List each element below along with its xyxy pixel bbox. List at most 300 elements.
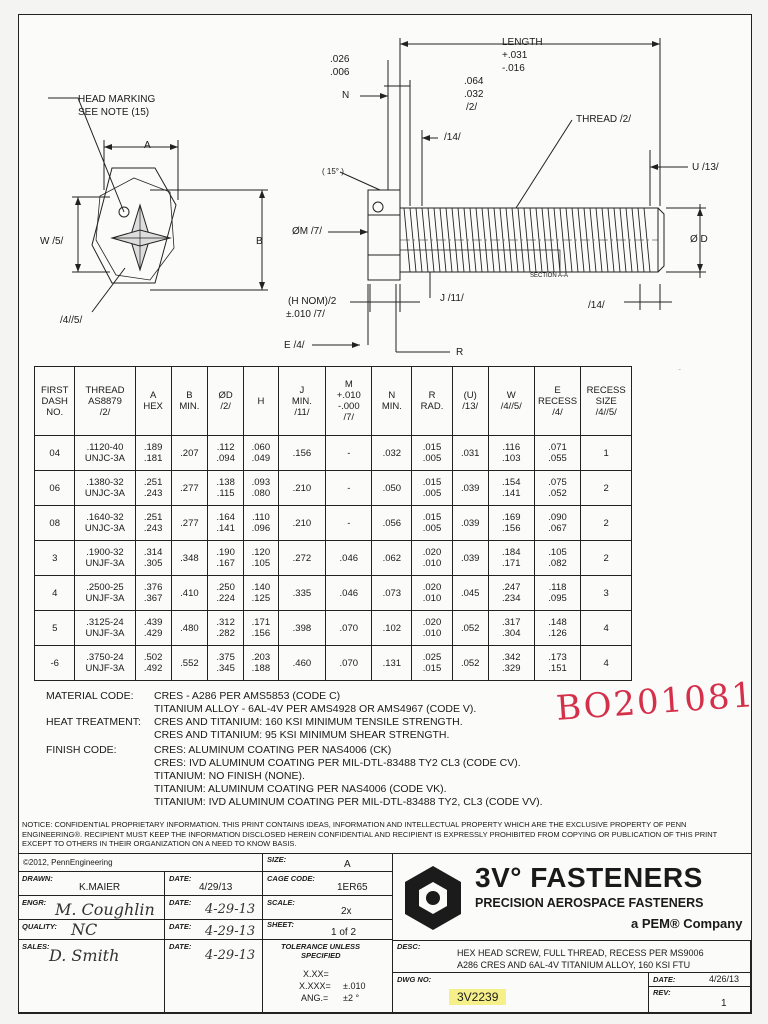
cell-line: .167 bbox=[216, 558, 235, 569]
table-cell bbox=[171, 611, 207, 646]
drawn-date-caption: DATE: bbox=[169, 874, 192, 883]
table-cell bbox=[534, 471, 581, 506]
cell-line: .552 bbox=[180, 657, 199, 669]
tolerance-caption-2: SPECIFIED bbox=[301, 951, 341, 960]
cell-line: .116 bbox=[502, 442, 521, 453]
table-cell bbox=[534, 576, 581, 611]
sales-date-caption: DATE: bbox=[169, 942, 192, 951]
table-cell bbox=[372, 576, 412, 611]
cell-line: .005 bbox=[422, 523, 442, 534]
table-cell bbox=[135, 506, 171, 541]
header-line: /7/ bbox=[343, 412, 355, 423]
cell-line: .247 bbox=[502, 582, 521, 593]
table-body bbox=[35, 436, 632, 681]
cell-line: UNJC-3A bbox=[84, 488, 126, 499]
cell-line: .3750-24 bbox=[86, 652, 124, 663]
table-header-row bbox=[35, 367, 632, 436]
cell-line: .039 bbox=[460, 552, 480, 564]
cell-line: .251 bbox=[143, 477, 163, 488]
cell-line: .140 bbox=[251, 582, 271, 593]
table-cell bbox=[488, 436, 534, 471]
cell-line: .090 bbox=[548, 512, 567, 523]
table-cell bbox=[534, 541, 581, 576]
cell-line: .010 bbox=[422, 628, 442, 639]
j-label: J /11/ bbox=[440, 293, 464, 304]
cell-line: UNJF-3A bbox=[85, 663, 125, 674]
cell-line: .102 bbox=[382, 622, 402, 634]
header-line: +.010 bbox=[336, 390, 361, 401]
scale-value: 2x bbox=[341, 906, 352, 917]
cell-line: .502 bbox=[143, 652, 163, 663]
header-line: /2/ bbox=[220, 401, 231, 412]
e-label: E /4/ bbox=[284, 340, 305, 351]
column-header bbox=[135, 367, 171, 436]
table-cell bbox=[488, 576, 534, 611]
cell-line: 4 bbox=[603, 622, 609, 634]
sales-signature: D. Smith bbox=[49, 946, 120, 965]
3v-logo-icon bbox=[397, 862, 469, 934]
cell-line: .2500-25 bbox=[86, 582, 124, 593]
table-cell bbox=[278, 506, 326, 541]
cell-line: .184 bbox=[502, 547, 521, 558]
cell-line: 3 bbox=[52, 552, 58, 564]
cell-line: .141 bbox=[216, 523, 235, 534]
header-line: J bbox=[299, 384, 305, 396]
handwritten-stamp: BO201081 bbox=[554, 675, 757, 729]
header-line: MIN. bbox=[381, 401, 402, 412]
table-cell bbox=[244, 576, 278, 611]
column-header bbox=[208, 367, 244, 436]
cell-line: .020 bbox=[422, 617, 442, 628]
b-dim-label: B bbox=[256, 236, 263, 247]
table-row bbox=[35, 471, 632, 506]
cell-line: .312 bbox=[216, 617, 235, 628]
table-cell bbox=[244, 646, 278, 681]
engr-date-caption: DATE: bbox=[169, 898, 192, 907]
header-line: MIN. bbox=[179, 401, 200, 412]
table-cell bbox=[581, 541, 632, 576]
cell-line: .171 bbox=[502, 558, 521, 569]
cell-line: UNJF-3A bbox=[85, 558, 125, 569]
note-2: /2/ bbox=[466, 102, 478, 113]
cell-line: .317 bbox=[502, 617, 521, 628]
cell-line: .156 bbox=[251, 628, 271, 639]
cell-line: .156 bbox=[292, 447, 312, 459]
header-line: /13/ bbox=[462, 401, 479, 412]
column-header bbox=[326, 367, 372, 436]
cell-line: .480 bbox=[180, 622, 199, 634]
column-header bbox=[488, 367, 534, 436]
note-14-top: /14/ bbox=[444, 132, 461, 143]
cell-line: .141 bbox=[502, 488, 521, 499]
table-row bbox=[35, 541, 632, 576]
table-row bbox=[35, 506, 632, 541]
cell-line: .348 bbox=[180, 552, 199, 564]
cell-line: .015 bbox=[422, 512, 442, 523]
table-cell bbox=[244, 611, 278, 646]
table-cell bbox=[35, 611, 75, 646]
cell-line: .052 bbox=[460, 622, 480, 634]
cell-line: .154 bbox=[502, 477, 521, 488]
cell-line: .277 bbox=[180, 482, 199, 494]
table-cell bbox=[412, 611, 452, 646]
table-cell bbox=[171, 576, 207, 611]
material-line-2: TITANIUM ALLOY - 6AL-4V PER AMS4928 OR AMS4967 (CODE V). bbox=[154, 703, 477, 715]
heat-line-2: CRES AND TITANIUM: 95 KSI MINIMUM SHEAR STRENGTH. bbox=[154, 729, 450, 741]
dim-032: .032 bbox=[464, 89, 484, 100]
cell-line: .010 bbox=[422, 558, 442, 569]
engr-signature: M. Coughlin bbox=[55, 900, 155, 919]
column-header bbox=[278, 367, 326, 436]
cell-line: 08 bbox=[49, 517, 60, 529]
table-cell bbox=[452, 506, 488, 541]
cell-line: .169 bbox=[502, 512, 521, 523]
cell-line: .243 bbox=[143, 488, 163, 499]
table-cell bbox=[171, 541, 207, 576]
cell-line: .151 bbox=[548, 663, 567, 674]
m-label: ØM /7/ bbox=[292, 226, 323, 237]
cell-line: .110 bbox=[251, 512, 270, 523]
scale-caption: SCALE: bbox=[267, 898, 295, 907]
quality-caption: QUALITY: bbox=[22, 922, 57, 931]
note-14-right: /14/ bbox=[588, 300, 605, 311]
cell-line: .188 bbox=[251, 663, 271, 674]
column-header bbox=[372, 367, 412, 436]
cell-line: .103 bbox=[502, 453, 521, 464]
finish-code-label: FINISH CODE: bbox=[46, 744, 117, 756]
table-cell bbox=[581, 471, 632, 506]
cell-line: .094 bbox=[216, 453, 235, 464]
table-cell bbox=[171, 506, 207, 541]
cell-line: .250 bbox=[216, 582, 235, 593]
screw-head-side bbox=[368, 190, 400, 280]
cell-line: .376 bbox=[143, 582, 163, 593]
cell-line: .429 bbox=[143, 628, 163, 639]
table-cell bbox=[35, 506, 75, 541]
material-code-label: MATERIAL CODE: bbox=[46, 690, 134, 702]
cell-line: 4 bbox=[603, 657, 609, 669]
cell-line: 2 bbox=[603, 552, 609, 564]
cell-line: .118 bbox=[548, 582, 567, 593]
desc-line-2: A286 CRES AND 6AL-4V TITANIUM ALLOY, 160 KSI FTU bbox=[457, 960, 691, 970]
table-row bbox=[35, 576, 632, 611]
table-cell bbox=[488, 611, 534, 646]
header-line: /2/ bbox=[99, 406, 111, 418]
table-cell bbox=[372, 506, 412, 541]
cell-line: .031 bbox=[460, 447, 480, 459]
cell-line: 04 bbox=[49, 447, 60, 459]
table-cell bbox=[208, 611, 244, 646]
table-cell bbox=[244, 541, 278, 576]
heat-treatment-label: HEAT TREATMENT: bbox=[46, 716, 141, 728]
cell-line: .082 bbox=[548, 558, 567, 569]
cell-line: .039 bbox=[460, 517, 480, 529]
cell-line: .342 bbox=[502, 652, 521, 663]
table-cell bbox=[75, 646, 135, 681]
table-cell bbox=[135, 471, 171, 506]
cell-line: .055 bbox=[548, 453, 567, 464]
table-cell bbox=[488, 506, 534, 541]
cell-line: .277 bbox=[180, 517, 199, 529]
cell-line: UNJC-3A bbox=[84, 523, 126, 534]
table-cell bbox=[135, 576, 171, 611]
dim-064: .064 bbox=[464, 76, 484, 87]
cell-line: .439 bbox=[143, 617, 163, 628]
table-cell bbox=[412, 436, 452, 471]
cell-line: .049 bbox=[251, 453, 271, 464]
table-cell bbox=[75, 506, 135, 541]
cell-line: .096 bbox=[251, 523, 271, 534]
table-cell bbox=[35, 541, 75, 576]
h-nom-label: (H NOM)/2 bbox=[288, 296, 337, 307]
cell-line: .410 bbox=[180, 587, 199, 599]
table-row bbox=[35, 646, 632, 681]
material-line-1: CRES - A286 PER AMS5853 (CODE C) bbox=[154, 690, 341, 702]
table-cell bbox=[278, 576, 326, 611]
table-cell bbox=[581, 611, 632, 646]
header-line: -.000 bbox=[337, 401, 360, 412]
cage-caption: CAGE CODE: bbox=[267, 874, 315, 883]
table-cell bbox=[35, 436, 75, 471]
brand-subtitle: PRECISION AEROSPACE FASTENERS bbox=[475, 896, 704, 910]
table-cell bbox=[171, 436, 207, 471]
table-cell bbox=[278, 471, 326, 506]
see-note-label: SEE NOTE (15) bbox=[78, 107, 150, 118]
table-cell bbox=[412, 576, 452, 611]
table-cell bbox=[412, 541, 452, 576]
table-cell bbox=[326, 471, 372, 506]
cell-line: .1900-32 bbox=[86, 547, 124, 558]
table-cell bbox=[135, 611, 171, 646]
table-cell bbox=[326, 611, 372, 646]
column-header bbox=[171, 367, 207, 436]
cell-line: .093 bbox=[251, 477, 271, 488]
dim-026: .026 bbox=[330, 54, 350, 65]
r-label: R bbox=[456, 347, 464, 358]
cell-line: .314 bbox=[143, 547, 163, 558]
cell-line: .010 bbox=[422, 593, 442, 604]
cell-line: .367 bbox=[143, 593, 163, 604]
cell-line: .203 bbox=[251, 652, 271, 663]
cell-line: - bbox=[347, 517, 351, 529]
table-cell bbox=[488, 471, 534, 506]
size-caption: SIZE: bbox=[267, 855, 287, 864]
header-line: B bbox=[186, 390, 193, 401]
header-line: E bbox=[554, 384, 561, 396]
column-header bbox=[581, 367, 632, 436]
table-cell bbox=[581, 506, 632, 541]
table-cell bbox=[278, 611, 326, 646]
cell-line: .050 bbox=[382, 482, 402, 494]
cell-line: UNJF-3A bbox=[85, 628, 125, 639]
table-cell bbox=[35, 576, 75, 611]
cell-line: .071 bbox=[548, 442, 567, 453]
finish-line-5: TITANIUM: IVD ALUMINUM COATING PER MIL-DTL-83488 TY2, CL3 (CODE VV). bbox=[154, 796, 543, 808]
header-line: RAD. bbox=[420, 401, 444, 412]
title-block bbox=[18, 853, 752, 1014]
table-cell bbox=[278, 541, 326, 576]
header-line: H bbox=[257, 395, 265, 407]
header-line: MIN. bbox=[291, 395, 312, 407]
engr-caption: ENGR: bbox=[22, 898, 47, 907]
table-cell bbox=[244, 471, 278, 506]
cell-line: .181 bbox=[143, 453, 163, 464]
cell-line: .056 bbox=[382, 517, 402, 529]
heat-line-1: CRES AND TITANIUM: 160 KSI MINIMUM TENSILE STRENGTH. bbox=[154, 716, 463, 728]
cell-line: .282 bbox=[216, 628, 235, 639]
cell-line: .062 bbox=[382, 552, 402, 564]
table-row bbox=[35, 611, 632, 646]
table-cell bbox=[581, 576, 632, 611]
cell-line: .015 bbox=[422, 477, 442, 488]
cell-line: .190 bbox=[216, 547, 235, 558]
header-line: /4//5/ bbox=[500, 401, 522, 412]
table-cell bbox=[278, 436, 326, 471]
cell-line: .329 bbox=[502, 663, 521, 674]
cell-line: .243 bbox=[143, 523, 163, 534]
cell-line: .015 bbox=[422, 442, 442, 453]
cell-line: .060 bbox=[251, 442, 271, 453]
n-label: N bbox=[342, 90, 350, 101]
tol-ang: ANG.= bbox=[301, 993, 329, 1003]
cell-line: .045 bbox=[460, 587, 480, 599]
h-tol-label: ±.010 /7/ bbox=[286, 309, 325, 320]
table-cell bbox=[75, 611, 135, 646]
table-cell bbox=[581, 646, 632, 681]
cell-line: .224 bbox=[216, 593, 235, 604]
quality-date: 4-29-13 bbox=[205, 924, 256, 939]
table-cell bbox=[372, 436, 412, 471]
header-line: RECESS bbox=[586, 384, 626, 396]
cell-line: .156 bbox=[502, 523, 521, 534]
cell-line: .345 bbox=[216, 663, 235, 674]
table-cell bbox=[372, 541, 412, 576]
tol-xxx: X.XXX= bbox=[299, 981, 331, 991]
cell-line: .398 bbox=[292, 622, 312, 634]
finish-line-4: TITANIUM: ALUMINUM COATING PER NAS4006 (CODE VK). bbox=[154, 783, 447, 795]
table-cell bbox=[326, 576, 372, 611]
cell-line: .039 bbox=[460, 482, 480, 494]
dim-006: .006 bbox=[330, 67, 350, 78]
cell-line: - bbox=[347, 447, 351, 459]
note-45-label: /4//5/ bbox=[60, 315, 83, 326]
section-label: SECTION A-A bbox=[530, 273, 569, 279]
cell-line: .492 bbox=[143, 663, 163, 674]
cell-line: .112 bbox=[216, 442, 235, 453]
dwg-number: 3V2239 bbox=[449, 989, 506, 1005]
cell-line: .070 bbox=[339, 657, 359, 669]
cell-line: 2 bbox=[603, 482, 609, 494]
table-cell bbox=[326, 541, 372, 576]
cell-line: .171 bbox=[251, 617, 271, 628]
cell-line: .105 bbox=[251, 558, 271, 569]
column-header bbox=[412, 367, 452, 436]
cell-line: 06 bbox=[49, 482, 60, 494]
column-header bbox=[534, 367, 581, 436]
table-cell bbox=[208, 541, 244, 576]
table-cell bbox=[208, 506, 244, 541]
cell-line: .1380-32 bbox=[86, 477, 124, 488]
cell-line: .105 bbox=[548, 547, 567, 558]
cell-line: .052 bbox=[460, 657, 480, 669]
column-header bbox=[75, 367, 135, 436]
column-header bbox=[244, 367, 278, 436]
table-cell bbox=[534, 646, 581, 681]
table-cell bbox=[278, 646, 326, 681]
cell-line: .234 bbox=[502, 593, 521, 604]
length-tol-minus: -.016 bbox=[502, 63, 525, 74]
dwg-caption: DWG NO: bbox=[397, 975, 432, 984]
cell-line: 3 bbox=[603, 587, 609, 599]
table-cell bbox=[75, 576, 135, 611]
cell-line: .080 bbox=[251, 488, 271, 499]
thread-label: THREAD /2/ bbox=[576, 114, 632, 125]
cage-value: 1ER65 bbox=[337, 882, 368, 893]
cell-line: -6 bbox=[50, 657, 59, 669]
column-header bbox=[35, 367, 75, 436]
table-cell bbox=[135, 646, 171, 681]
cell-line: .075 bbox=[548, 477, 567, 488]
table-cell bbox=[135, 436, 171, 471]
w-label: W /5/ bbox=[40, 236, 64, 247]
header-line: W bbox=[506, 390, 516, 401]
header-line: (U) bbox=[463, 390, 477, 401]
finish-line-3: TITANIUM: NO FINISH (NONE). bbox=[154, 770, 305, 782]
cell-line: .020 bbox=[422, 547, 442, 558]
cell-line: .207 bbox=[180, 447, 199, 459]
cell-line: .3125-24 bbox=[86, 617, 124, 628]
table-cell bbox=[581, 436, 632, 471]
table-cell bbox=[488, 646, 534, 681]
sales-caption: SALES: bbox=[22, 942, 50, 951]
cell-line: .460 bbox=[292, 657, 312, 669]
d-label: Ø D bbox=[690, 234, 708, 245]
cell-line: .138 bbox=[216, 477, 235, 488]
table-cell bbox=[452, 471, 488, 506]
table-cell bbox=[35, 471, 75, 506]
cell-line: .095 bbox=[548, 593, 567, 604]
table-row bbox=[35, 436, 632, 471]
technical-drawing bbox=[0, 0, 768, 370]
drawn-value: K.MAIER bbox=[79, 882, 121, 893]
cell-line: .046 bbox=[339, 587, 359, 599]
confidential-notice: NOTICE: CONFIDENTIAL PROPRIETARY INFORMATION. THIS PRINT CONTAINS IDEAS, INFORMATION AND INTELLECTUAL PROPERTY WHICH ARE THE EXCLUSIVE PROPERTY OF PENN ENGINEERING®. RECIPIENT MUST KEEP THE INFORMATION DISCLOSED HEREIN CONFIDENTIAL AND RECIPIENT IS EXPRESSLY PROHIBITED FROM COPYING OR PUBLICATION OF THIS PRINT EXCEPT TO OTHERS IN THEIR ORGANIZATION ON A NEED TO KNOW BASIS. bbox=[22, 820, 718, 848]
header-line: /11/ bbox=[294, 406, 310, 418]
table-cell bbox=[326, 646, 372, 681]
table-cell bbox=[372, 471, 412, 506]
cell-line: .375 bbox=[216, 652, 235, 663]
table-cell bbox=[35, 646, 75, 681]
cell-line: 4 bbox=[52, 587, 58, 599]
cell-line: .015 bbox=[422, 663, 442, 674]
angle-15-label: ( 15° ) bbox=[322, 167, 344, 176]
table-cell bbox=[534, 506, 581, 541]
cell-line: .210 bbox=[292, 482, 312, 494]
table-cell bbox=[452, 611, 488, 646]
cell-line: .173 bbox=[548, 652, 567, 663]
a-dim-label: A bbox=[144, 140, 151, 151]
table-cell bbox=[534, 436, 581, 471]
cell-line: 5 bbox=[52, 622, 58, 634]
cell-line: .120 bbox=[251, 547, 271, 558]
quality-date-caption: DATE: bbox=[169, 922, 192, 931]
table-cell bbox=[326, 436, 372, 471]
cell-line: UNJF-3A bbox=[85, 593, 125, 604]
table-cell bbox=[171, 471, 207, 506]
size-value: A bbox=[344, 859, 351, 870]
u-label: U /13/ bbox=[692, 162, 719, 173]
table-cell bbox=[244, 506, 278, 541]
